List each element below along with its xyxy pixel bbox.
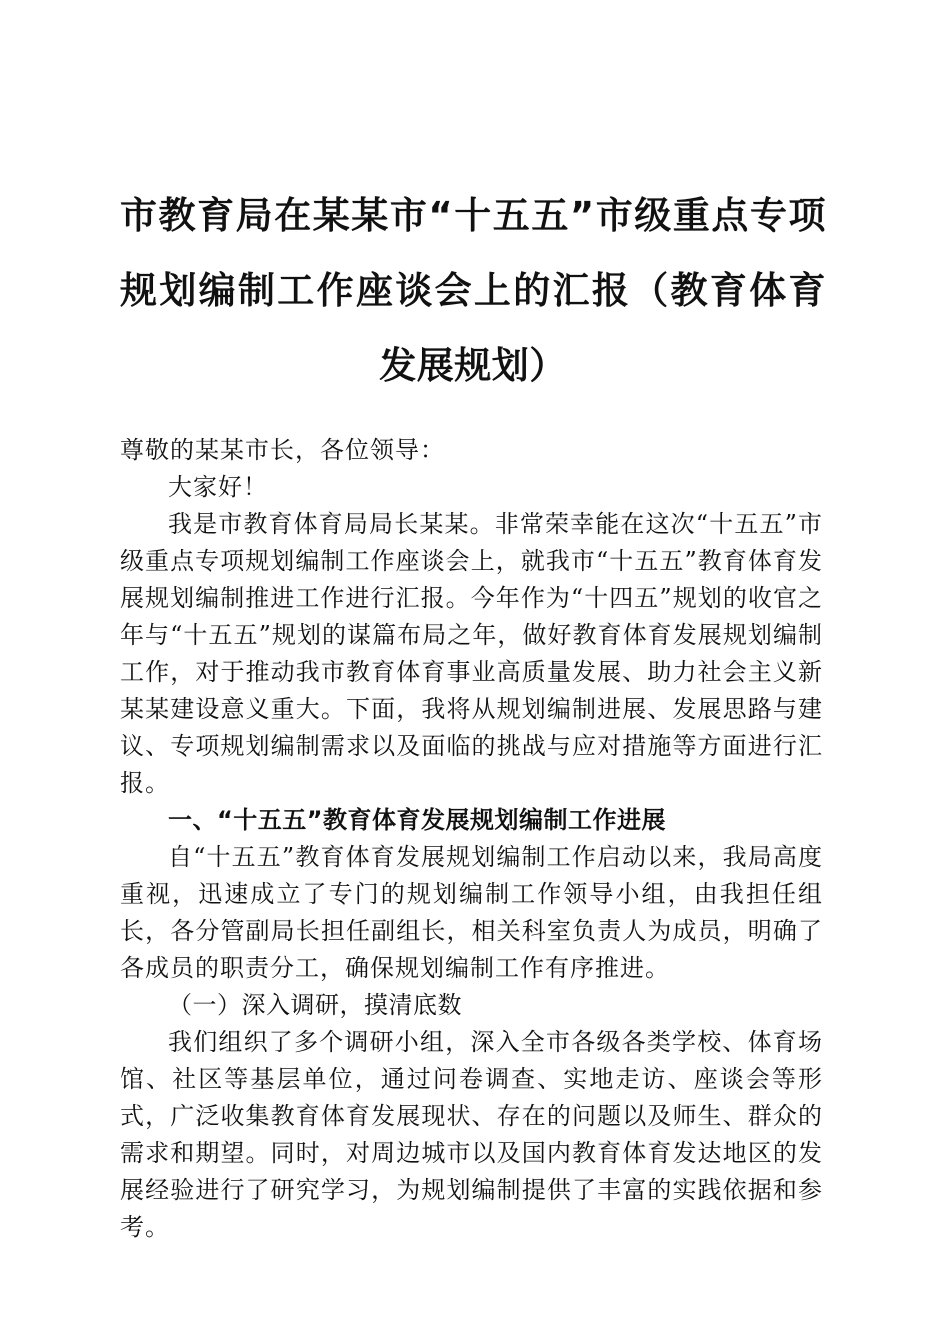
section-heading: 一、“十五五”教育体育发展规划编制工作进展 bbox=[168, 806, 667, 834]
document-title: 市教育局在某某市“十五五”市级重点专项规划编制工作座谈会上的汇报（教育体育发展规划） bbox=[120, 194, 826, 387]
subsection-paragraph: 我们组织了多个调研小组，深入全市各级各类学校、体育场馆、社区等基层单位，通过问卷调查、实地走访、座谈会等形式，广泛收集教育体育发展现状、存在的问题以及师生、群众的需求和期望。同时，对周边城市以及国内教育体育发达地区的发展经验进行了研究学习，为规划编制提供了丰富的实践依据和参考。 bbox=[120, 1028, 823, 1241]
greeting: 大家好！ bbox=[168, 473, 268, 501]
document-body bbox=[120, 432, 823, 1246]
salutation: 尊敬的某某市长，各位领导： bbox=[120, 436, 445, 464]
subsection-heading: （一）深入调研，摸清底数 bbox=[168, 991, 462, 1019]
intro-paragraph: 我是市教育体育局局长某某。非常荣幸能在这次“十五五”市级重点专项规划编制工作座谈会上，就我市“十五五”教育体育发展规划编制推进工作进行汇报。今年作为“十四五”规划的收官之年与“十五五”规划的谋篇布局之年，做好教育体育发展规划编制工作，对于推动我市教育体育事业高质量发展、助力社会主义新某某建设意义重大。下面，我将从规划编制进展、发展思路与建议、专项规划编制需求以及面临的挑战与应对措施等方面进行汇报。 bbox=[120, 510, 823, 797]
section-paragraph: 自“十五五”教育体育发展规划编制工作启动以来，我局高度重视，迅速成立了专门的规划编制工作领导小组，由我担任组长，各分管副局长担任副组长，相关科室负责人为成员，明确了各成员的职责分工，确保规划编制工作有序推进。 bbox=[120, 843, 823, 982]
